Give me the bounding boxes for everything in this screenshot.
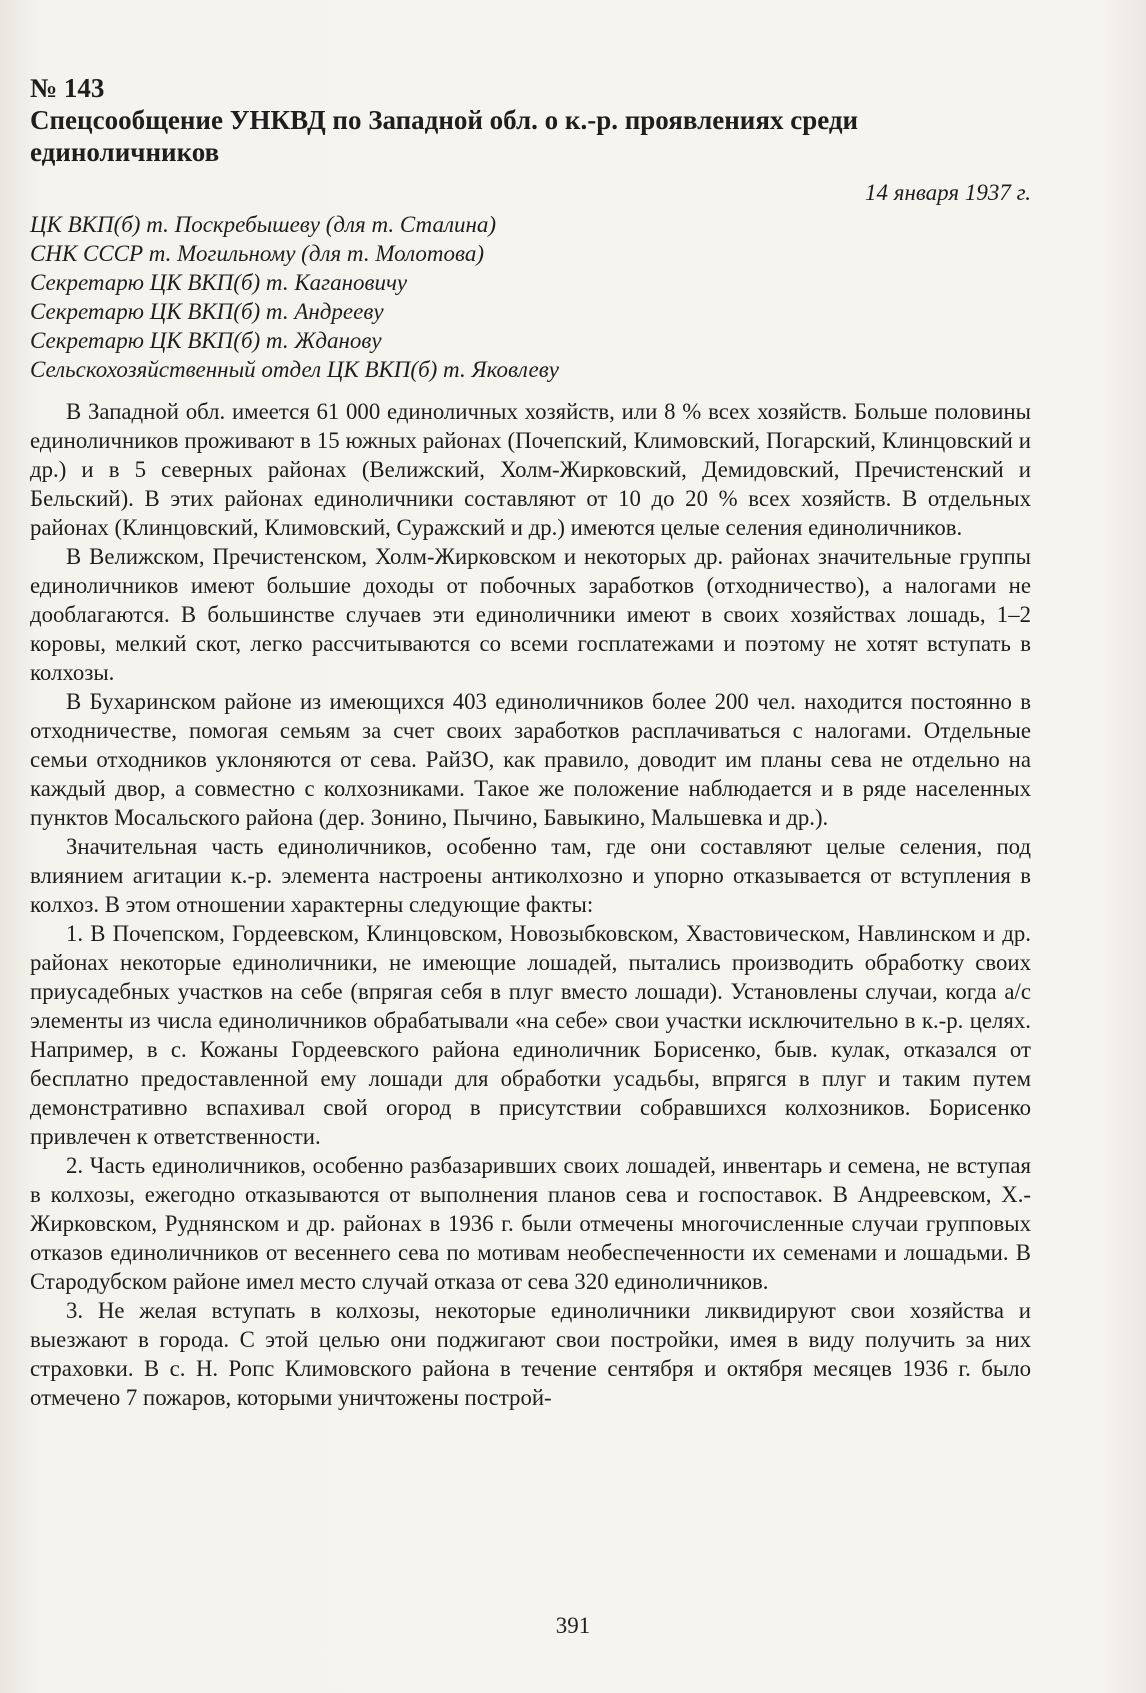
body-paragraph: В Бухаринском районе из имеющихся 403 единоличников более 200 чел. находится постоянно в отходничестве, помогая семьям за счет своих заработков расплачиваться с налогами. Отдельные семьи отходников уклоняются от сева. РайЗО, как правило, доводит им планы сева не отдельно на каждый двор, а совместно с колхозниками. Такое же положение наблюдается и в ряде населенных пунктов Мосальского района (дер. Зонино, Пычино, Бавыкино, Мальшевка и др.). — [30, 689, 1031, 830]
document-date: 14 января 1937 г. — [865, 180, 1031, 205]
body-paragraph: Значительная часть единоличников, особенно там, где они составляют целые селения, под влиянием агитации к.-р. элемента настроены антиколхозно и упорно отказывается от вступления в колхоз. В этом отношении характерны следующие факты: — [30, 834, 1031, 917]
document-body — [30, 397, 1031, 1412]
page-number: 391 — [555, 1613, 591, 1638]
body-paragraph: В Западной обл. имеется 61 000 единоличных хозяйств, или 8 % всех хозяйств. Больше половины единоличников проживают в 15 южных районах (Почепский, Климовский, Погарский, Клинцовский и др.) и в 5 северных районах (Велижский, Холм-Жирковский, Демидовский, Пречистенский и Бельский). В этих районах единоличники составляют от 10 до 20 % всех хозяйств. В отдельных районах (Клинцовский, Климовский, Суражский и др.) имеются целые селения единоличников. — [30, 399, 1031, 540]
recipient-line: Секретарю ЦК ВКП(б) т. Кагановичу — [30, 270, 408, 295]
body-paragraph: В Велижском, Пречистенском, Холм-Жирковском и некоторых др. районах значительные группы единоличников имеют большие доходы от побочных заработков (отходничество), а налогами не дооблагаются. В большинстве случаев эти единоличники имеют в своих хозяйствах лошадь, 1–2 коровы, мелкий скот, легко рассчитываются со всеми госплатежами и поэтому не хотят вступать в колхозы. — [30, 544, 1031, 685]
recipients-list — [30, 210, 1031, 384]
document-title: Спецсообщение УНКВД по Западной обл. о к.-р. проявлениях среди единоличников — [30, 105, 859, 167]
recipient-line: ЦК ВКП(б) т. Поскребышеву (для т. Сталина) — [30, 212, 497, 237]
recipient-line: Секретарю ЦК ВКП(б) т. Андрееву — [30, 299, 384, 324]
body-paragraph: 1. В Почепском, Гордеевском, Клинцовском, Новозыбковском, Хвастовическом, Навлинском и др. районах некоторые единоличники, не имеющие лошадей, пытались производить обработку своих приусадебных участков на себе (впрягая себя в плуг вместо лошади). Установлены случаи, когда а/с элементы из числа единоличников обрабатывали «на себе» свои участки исключительно в к.-р. целях. Например, в с. Кожаны Гордеевского района единоличник Борисенко, быв. кулак, отказался от бесплатно предоставленной ему лошади для обработки усадьбы, впрягся в плуг и таким путем демонстративно вспахивал свой огород в присутствии собравшихся колхозников. Борисенко привлечен к ответственности. — [30, 921, 1031, 1149]
body-paragraph: 3. Не желая вступать в колхозы, некоторые единоличники ликвидируют свои хозяйства и выезжают в города. С этой целью они поджигают свои постройки, имея в виду получить за них страховки. В с. Н. Ропс Климовского района в течение сентября и октября месяцев 1936 г. было отмечено 7 пожаров, которыми уничтожены построй- — [30, 1298, 1031, 1410]
recipient-line: Сельскохозяйственный отдел ЦК ВКП(б) т. Яковлеву — [30, 357, 559, 382]
recipient-line: СНК СССР т. Могильному (для т. Молотова) — [30, 241, 484, 266]
body-paragraph: 2. Часть единоличников, особенно разбазаривших своих лошадей, инвентарь и семена, не вступая в колхозы, ежегодно отказываются от выполнения планов сева и госпоставок. В Андреевском, Х.-Жирковском, Руднянском и др. районах в 1936 г. были отмечены многочисленные случаи групповых отказов единоличников от весеннего сева по мотивам необеспеченности их семенами и лошадьми. В Стародубском районе имел место случай отказа от сева 320 единоличников. — [30, 1153, 1031, 1294]
document-content — [30, 72, 1031, 1412]
recipient-line: Секретарю ЦК ВКП(б) т. Жданову — [30, 328, 382, 353]
document-number: № 143 — [30, 73, 105, 103]
